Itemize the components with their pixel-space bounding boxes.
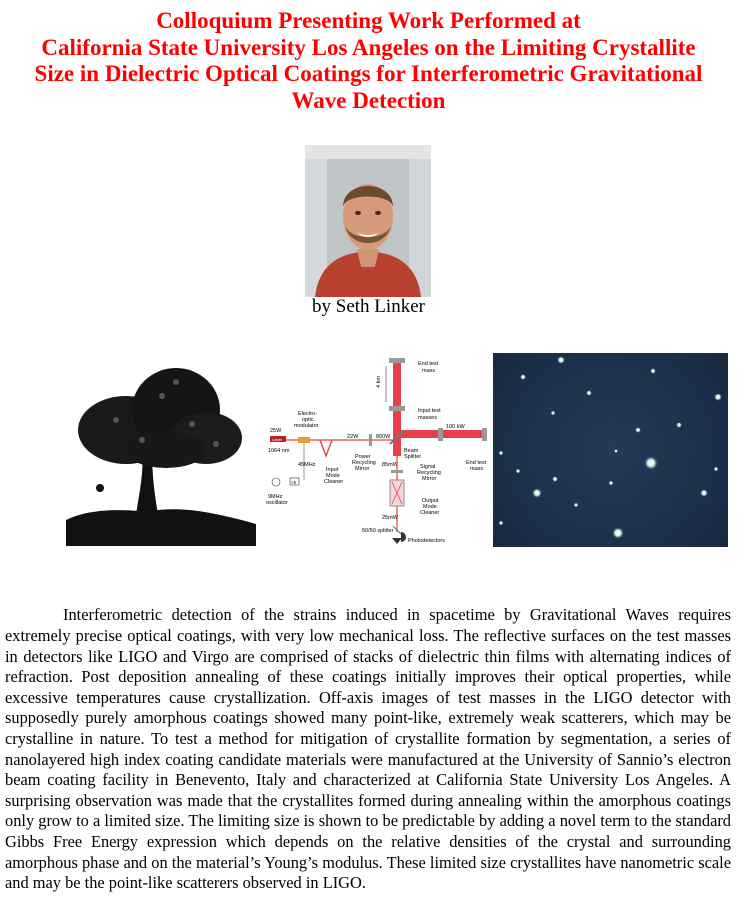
- svg-text:85mW: 85mW: [382, 462, 398, 468]
- svg-text:modulator: modulator: [294, 423, 319, 429]
- svg-text:oscillator: oscillator: [266, 500, 288, 506]
- svg-text:Input test: Input test: [418, 408, 441, 414]
- svg-text:800W: 800W: [376, 434, 391, 440]
- svg-text:Mirror: Mirror: [422, 476, 437, 482]
- svg-text:22W: 22W: [347, 434, 359, 440]
- figures-row: [0, 352, 737, 552]
- title-line-3: Size in Dielectric Optical Coatings for Interferometric Gravitational: [34, 61, 703, 86]
- label-end-test-mass-top: End test: [418, 361, 439, 367]
- svg-text:Photodetectors: Photodetectors: [408, 538, 445, 544]
- svg-text:25W: 25W: [270, 428, 282, 434]
- svg-text:Recycling: Recycling: [417, 470, 441, 476]
- svg-text:Cleaner: Cleaner: [420, 510, 440, 516]
- svg-text:Mirror: Mirror: [355, 466, 370, 472]
- svg-text:End test: End test: [466, 460, 487, 466]
- svg-text:Power: Power: [355, 454, 371, 460]
- label-laser: Laser: [272, 437, 283, 442]
- abstract-paragraph: Interferometric detection of the strains induced in spacetime by Gravitational Waves requires extremely precise optical coatings, with very low mechanical loss. The reflective surfaces on the test masses in detectors like LIGO and Virgo are comprised of stacks of dielectric thin films with alternating indices of refraction. Post deposition annealing of these coatings initially improves their optical properties, while excessive temperatures cause crystallization. Off-axis images of test masses in the LIGO detector with supposedly purely amorphous coatings showed many point-like, extremely weak scatterers, which may be crystalline in nature. To test a method for mitigation of crystallite formation by segmentation, a series of nanolayered high index coating candidate materials were manufactured at the University of Sannio’s electron beam coating facility in Benevento, Italy and characterized at California State University Los Angeles. A surprising observation was made that the crystallites formed during annealing within the amorphous coatings only grow to a limited size. The limiting size is shown to be predictable by adding a novel term to the standard Gibbs Free Energy expression which depends on the relative densities of the crystal and surrounding amorphous phase and on the material’s Young’s modulus. These limited size crystallites have nanometric scale and may be the point-like scatterers observed in LIGO.: [5, 605, 731, 893]
- svg-text:Beam: Beam: [404, 448, 419, 454]
- svg-text:50/50 splitter: 50/50 splitter: [362, 528, 394, 534]
- title-line-1: Colloquium Presenting Work Performed at: [156, 8, 581, 33]
- title-line-4: Wave Detection: [291, 87, 446, 113]
- svg-text:×5: ×5: [291, 480, 297, 485]
- svg-text:25mW: 25mW: [382, 515, 398, 521]
- svg-text:Input: Input: [326, 467, 339, 473]
- document-title: [0, 8, 737, 114]
- svg-text:45MHz: 45MHz: [298, 462, 316, 468]
- svg-text:9MHz: 9MHz: [268, 494, 283, 500]
- svg-text:Electro-: Electro-: [298, 411, 317, 417]
- label-arm-length: 4 km: [376, 376, 382, 388]
- svg-text:Signal: Signal: [420, 464, 436, 470]
- svg-text:masses: masses: [418, 415, 437, 421]
- svg-text:Splitter: Splitter: [404, 454, 422, 460]
- svg-text:mass: mass: [470, 466, 484, 472]
- title-line-2: California State University Los Angeles on the Limiting Crystallite: [41, 34, 696, 60]
- crystallite-microscope-image: [493, 353, 728, 547]
- svg-text:optic: optic: [302, 417, 314, 423]
- svg-text:Cleaner: Cleaner: [324, 479, 344, 485]
- ligo-interferometer-diagram: [262, 352, 492, 548]
- svg-text:Recycling: Recycling: [352, 460, 376, 466]
- label-power-100kw: 100 kW: [446, 424, 465, 430]
- svg-text:Mode: Mode: [423, 504, 437, 510]
- byline: by Seth Linker: [312, 296, 425, 317]
- svg-text:Mode: Mode: [326, 473, 340, 479]
- tree-illustration: [66, 360, 256, 546]
- svg-text:1064 nm: 1064 nm: [268, 448, 290, 454]
- svg-text:Output: Output: [422, 498, 439, 504]
- speaker-portrait: [305, 145, 431, 297]
- svg-text:mass: mass: [422, 368, 436, 374]
